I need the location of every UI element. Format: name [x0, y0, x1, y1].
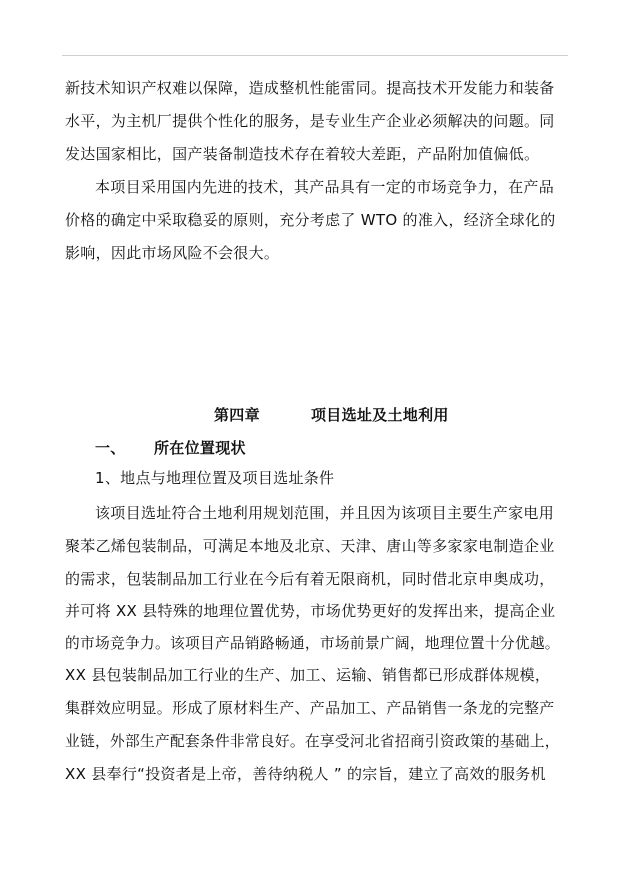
section-number: 一、	[95, 439, 126, 457]
text-line: XX 县包装制品加工行业的生产、加工、运输、销售都已形成群体规模，	[65, 666, 551, 684]
text-line: 集群效应明显。形成了原材料生产、产品加工、产品销售一条龙的完整产	[65, 699, 555, 717]
text-line: 的需求，包装制品加工行业在今后有着无限商机，同时借北京申奥成功，	[65, 570, 555, 588]
text-line: 影响，因此市场风险不会很大。	[65, 244, 280, 262]
text-line: 的市场竞争力。该项目产品销路畅通，市场前景广阔，地理位置十分优越。	[65, 634, 560, 652]
text-line: 该项目选址符合土地利用规划范围，并且因为该项目主要生产家电用	[95, 504, 555, 522]
chapter-number: 第四章	[214, 406, 260, 424]
text-line: 水平，为主机厂提供个性化的服务，是专业生产企业必须解决的问题。同	[65, 112, 555, 130]
text-line: 新技术知识产权难以保障，造成整机性能雷同。提高技术开发能力和装备	[65, 79, 555, 97]
text-line: 价格的确定中采取稳妥的原则，充分考虑了 WTO 的准入，经济全球化的	[65, 211, 556, 229]
header-rule	[62, 55, 568, 56]
text-line: 发达国家相比，国产装备制造技术存在着较大差距，产品附加值偏低。	[65, 145, 540, 163]
text-line: 本项目采用国内先进的技术，其产品具有一定的市场竞争力，在产品	[95, 178, 555, 196]
subsection-title: 1、地点与地理位置及项目选址条件	[95, 469, 335, 487]
text-line: 业链，外部生产配套条件非常良好。在享受河北省招商引资政策的基础上，	[65, 732, 560, 750]
text-line: XX 县奉行“投资者是上帝，善待纳税人 ” 的宗旨，建立了高效的服务机	[65, 765, 546, 783]
section-title: 所在位置现状	[154, 439, 246, 457]
chapter-title: 项目选址及土地利用	[311, 406, 449, 424]
text-line: 聚苯乙烯包装制品，可满足本地及北京、天津、唐山等多家家电制造企业	[65, 537, 555, 555]
text-line: 并可将 XX 县特殊的地理位置优势，市场优势更好的发挥出来，提高企业	[65, 602, 556, 620]
